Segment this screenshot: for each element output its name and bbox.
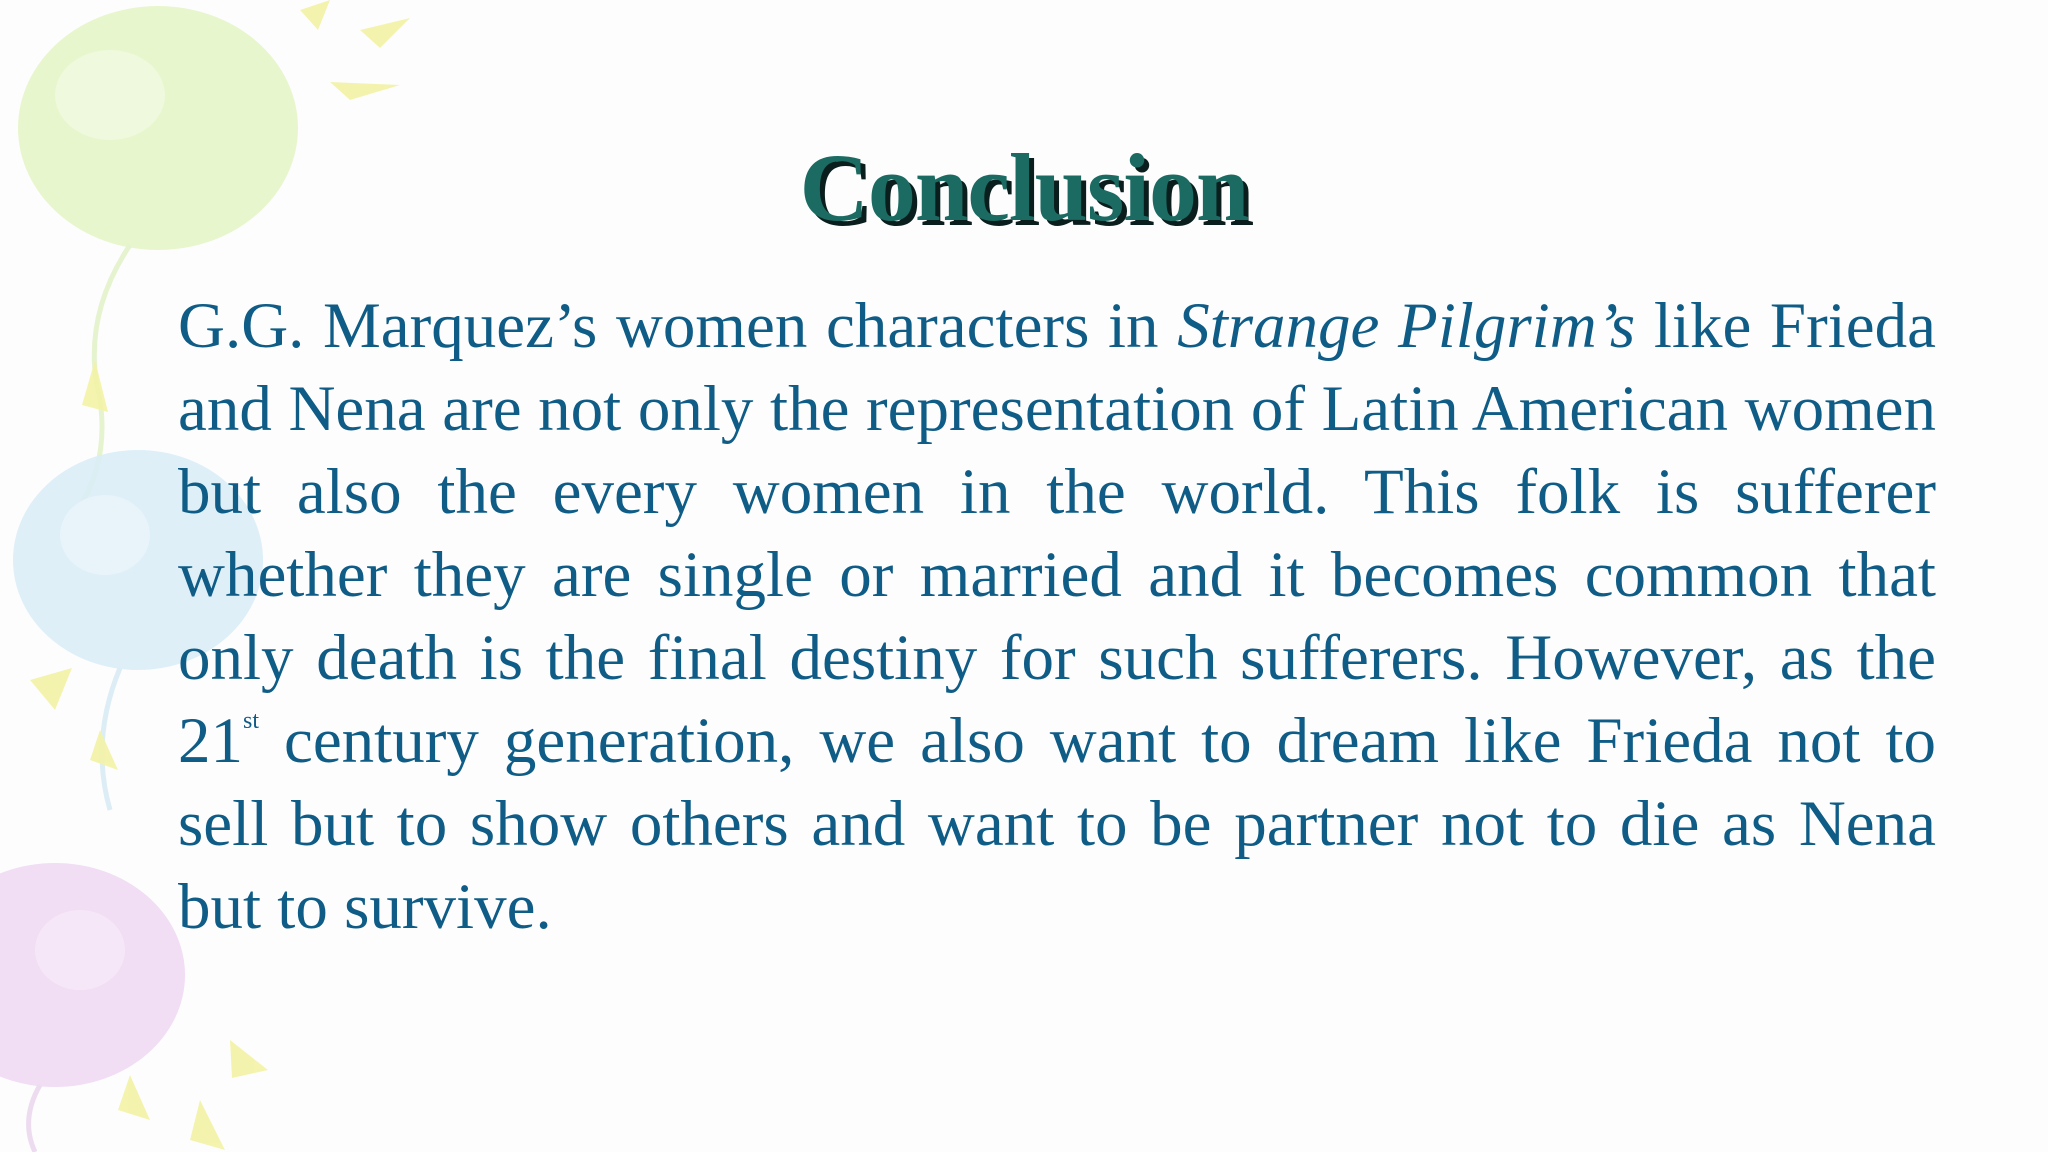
slide-title: Conclusion xyxy=(799,134,1249,241)
conclusion-paragraph xyxy=(178,285,1936,949)
paragraph-part-2: like Frieda and Nena are not only the representation of Latin American women but also the every women in the world. This folk is sufferer whether they are single or married and it becomes common that only death is the final destiny for such sufferers. However, as the 21 xyxy=(178,290,1936,777)
balloon-purple-icon xyxy=(0,863,185,1152)
paragraph-part-3: century generation, we also want to dream like Frieda not to sell but to show others and want to be partner not to die as Nena but to survive. xyxy=(178,705,1936,943)
paragraph-part-1: G.G. Marquez’s women characters in xyxy=(178,290,1178,362)
ordinal-superscript: st xyxy=(243,708,260,734)
book-title: Strange Pilgrim’s xyxy=(1177,290,1636,362)
